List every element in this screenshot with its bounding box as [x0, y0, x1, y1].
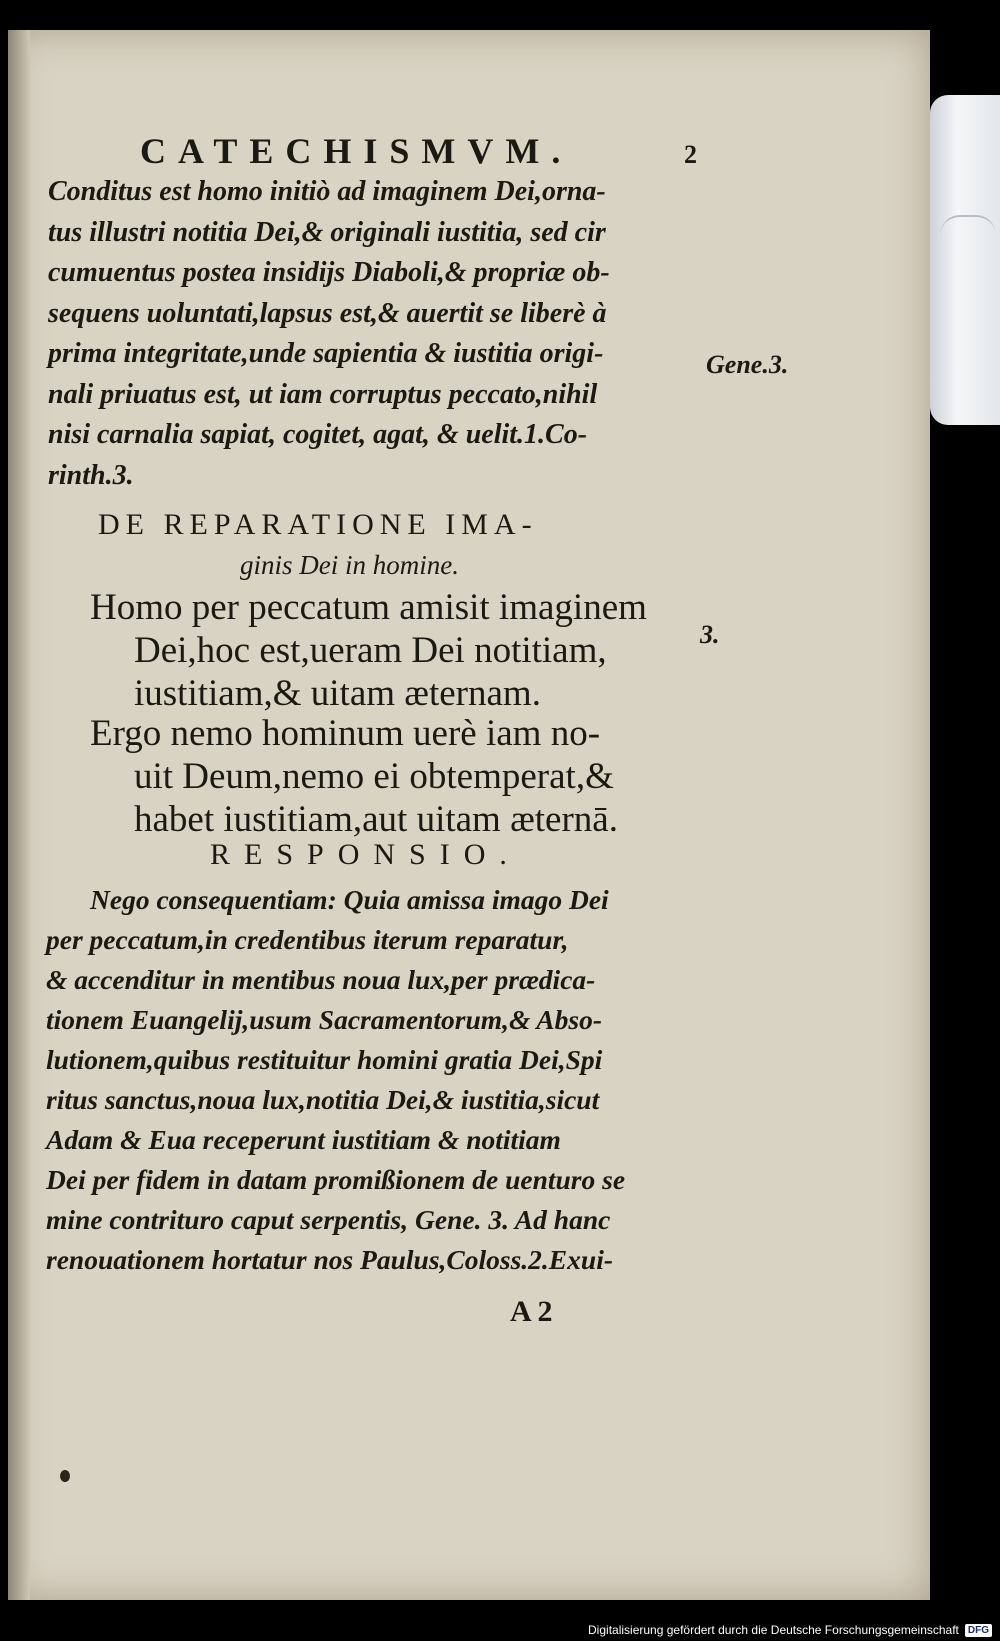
running-title: CATECHISMVM.: [140, 131, 573, 171]
text-line: & accenditur in mentibus noua lux,per prædica-: [46, 964, 596, 995]
section-title: DE REPARATIONE IMA-: [98, 508, 538, 541]
text-line: rinth.3.: [48, 459, 134, 491]
text-line: cumuentus postea insidijs Diaboli,& propriæ ob-: [48, 257, 610, 288]
dfg-logo: DFG: [965, 1624, 992, 1637]
text-line: Conditus est homo initiò ad imaginem Dei,orna-: [48, 176, 606, 207]
text-line: Dei,hoc est,ueram Dei notitiam,: [134, 630, 607, 671]
text-line: Homo per peccatum amisit imaginem: [90, 587, 647, 628]
response-paragraph: [46, 880, 706, 1280]
footer-credit: [588, 1623, 992, 1637]
text-line: per peccatum,in credentibus iterum reparatur,: [46, 924, 569, 955]
text-line: tus illustri notitia Dei,& originali iustitia, sed cir: [48, 216, 606, 248]
ink-spot: [60, 1470, 70, 1482]
page-gutter-shadow: [8, 30, 30, 1600]
text-line: uit Deum,nemo ei obtemperat,&: [134, 756, 614, 797]
text-line: Ergo nemo hominum uerè iam no-: [90, 713, 601, 754]
major-premise: [90, 586, 647, 715]
footer-text: Digitalisierung gefördert durch die Deutsche Forschungsgemeinschaft: [588, 1623, 959, 1637]
paragraph-conditus: [48, 172, 688, 496]
margin-note-three: 3.: [700, 620, 720, 649]
text-line: nali priuatus est, ut iam corruptus peccato,nihil: [48, 378, 598, 410]
text-line: Adam & Eua receperunt iustitiam & notitiam: [46, 1124, 561, 1155]
text-line: prima integritate,unde sapientia & iustitia origi-: [48, 338, 604, 369]
text-line: sequens uoluntati,lapsus est,& auertit se liberè à: [48, 297, 607, 329]
text-line: lutionem,quibus restituitur homini gratia Dei,Spi: [46, 1044, 603, 1075]
response-heading: RESPONSIO.: [210, 838, 521, 871]
text-line: iustitiam,& uitam æternam.: [134, 673, 541, 714]
text-line: Nego consequentiam: Quia amissa imago Dei: [90, 884, 609, 915]
text-line: nisi carnalia sapiat, cogitet, agat, & uelit.1.Co-: [48, 419, 588, 450]
margin-note-genesis: Gene.3.: [706, 350, 789, 379]
signature-mark: A 2: [510, 1295, 553, 1328]
minor-premise: [90, 712, 618, 841]
white-glove: [930, 95, 1000, 425]
text-line: habet iustitiam,aut uitam æternā.: [134, 799, 618, 840]
text-line: mine contrituro caput serpentis, Gene. 3. Ad hanc: [46, 1204, 611, 1235]
page-number: 2: [684, 140, 697, 169]
text-line: ritus sanctus,noua lux,notitia Dei,& iustitia,sicut: [46, 1084, 600, 1115]
text-line: renouationem hortatur nos Paulus,Coloss.2.Exui-: [46, 1244, 613, 1275]
text-line: Dei per fidem in datam promißionem de uenturo se: [46, 1164, 626, 1195]
text-line: tionem Euangelij,usum Sacramentorum,& Abso-: [46, 1004, 602, 1035]
section-subtitle: ginis Dei in homine.: [240, 550, 459, 580]
